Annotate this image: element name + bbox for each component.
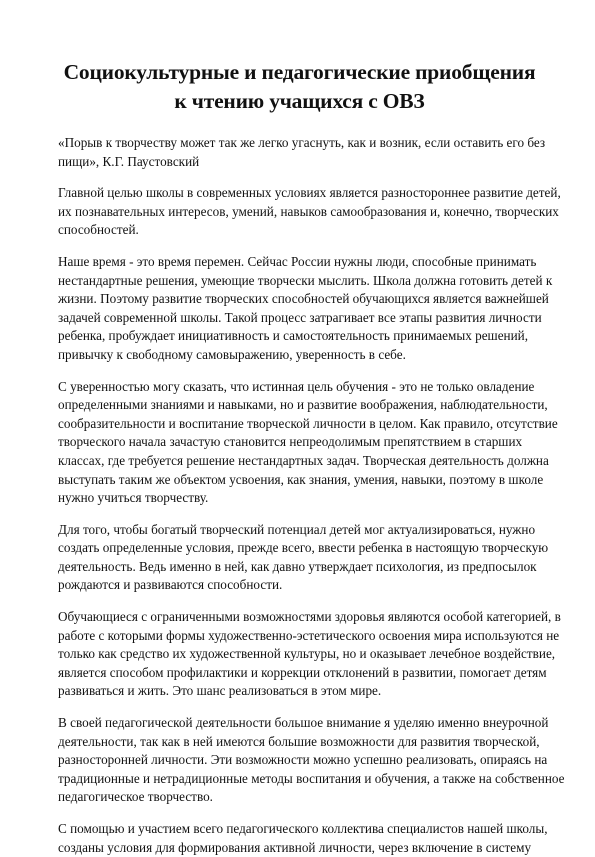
paragraph-line: Обучающиеся с ограниченными возможностями здоровья являются особой категорией, в — [58, 609, 561, 625]
paragraph-line: Наше время - это время перемен. Сейчас России нужны люди, способные принимать — [58, 253, 537, 269]
paragraph-line: нужно учиться творчеству. — [58, 490, 209, 506]
paragraph-line: традиционные и нетрадиционные методы воспитания и обучения, а также на собственное — [58, 770, 565, 786]
paragraph-line: определенными знаниями и навыками, но и развитие воображения, наблюдательности, — [58, 397, 548, 413]
paragraph-line: выступать таким же объектом усвоения, как знания, умения, навыки, поэтому в школе — [58, 471, 544, 487]
paragraph-line: разносторонней личности. Эти возможности можно успешно реализовать, опираясь на — [58, 752, 548, 768]
paragraph-line: деятельность. Ведь именно в ней, как давно утверждает психология, из предпосылок — [58, 558, 537, 574]
paragraph-line: ребенка, пробуждает инициативность и самостоятельность принимаемых решений, — [58, 328, 529, 344]
paragraph-line: является способом профилактики и коррекции отклонений в развитии, помогает детям — [58, 664, 547, 680]
paragraph-line: Главной целью школы в современных условиях является разностороннее развитие детей, — [58, 185, 561, 201]
paragraph — [58, 608, 561, 701]
paragraph-line: способностей. — [58, 222, 139, 238]
paragraph-line: деятельности, так как в ней имеются большие возможности для развития творческой, — [58, 733, 540, 749]
paragraph-line: рождаются и развиваются способности. — [58, 577, 283, 593]
paragraph-line: сообразительности и воспитание творческой личности в целом. Как правило, отсутствие — [58, 415, 558, 431]
epigraph-line: «Порыв к творчеству может так же легко угаснуть, как и возник, если оставить его без — [58, 135, 546, 150]
paragraph — [58, 184, 561, 240]
paragraph-line: их познавательных интересов, умений, навыков самообразования и, конечно, творческих — [58, 203, 559, 219]
title-line: к чтению учащихся с ОВЗ — [174, 89, 425, 113]
paragraph-line: С помощью и участием всего педагогического коллектива специалистов нашей школы, — [58, 821, 548, 836]
paragraph — [58, 521, 549, 595]
document-title — [58, 58, 541, 116]
epigraph — [58, 134, 546, 171]
paragraph-line: работе с которыми формы художественно-эстетического освоения мира используются не — [58, 627, 560, 643]
paragraph-line: привычку к свободному самовыражению, уверенность в себе. — [58, 346, 406, 362]
paragraph — [58, 378, 558, 508]
paragraph — [58, 253, 553, 365]
paragraph-line: педагогическое творчество. — [58, 789, 213, 805]
paragraph — [58, 714, 565, 807]
paragraph-line: жизни. Поэтому развитие творческих способностей обучающихся является важнейшей — [58, 291, 549, 307]
paragraph-line: создать определенные условия, прежде всего, ввести ребенка в настоящую творческую — [58, 540, 549, 556]
paragraph-line: В своей педагогической деятельности большое внимание я уделяю именно внеурочной — [58, 715, 549, 731]
paragraph-line: задачей современной школы. Такой процесс затрагивает все этапы развития личности — [58, 309, 542, 325]
paragraph-line: творческого начала зачастую становится непреодолимым препятствием в старших — [58, 434, 523, 450]
title-line: Социокультурные и педагогические приобщения — [63, 60, 536, 84]
paragraph-line: С уверенностью могу сказать, что истинная цель обучения - это не только овладение — [58, 378, 535, 394]
paragraph-line: нестандартные решения, умеющие творчески мыслить. Школа должна готовить детей к — [58, 272, 553, 288]
paragraph-line: созданы условия для формирования активной личности, через включение в систему — [58, 839, 532, 855]
paragraph — [58, 820, 548, 857]
document-body — [58, 184, 565, 857]
paragraph-line: Для того, чтобы богатый творческий потенциал детей мог актуализироваться, нужно — [58, 521, 536, 537]
paragraph-line: классах, где требуется решение нестандартных задач. Творческая деятельность должна — [58, 452, 549, 468]
epigraph-line: пищи», К.Г. Паустовский — [58, 153, 200, 169]
paragraph-line: развиваться и жить. Это шанс реализоваться в этом мире. — [58, 683, 382, 699]
paragraph-line: только как средство их художественной культуры, но и оказывает лечебное воздействие, — [58, 646, 556, 662]
